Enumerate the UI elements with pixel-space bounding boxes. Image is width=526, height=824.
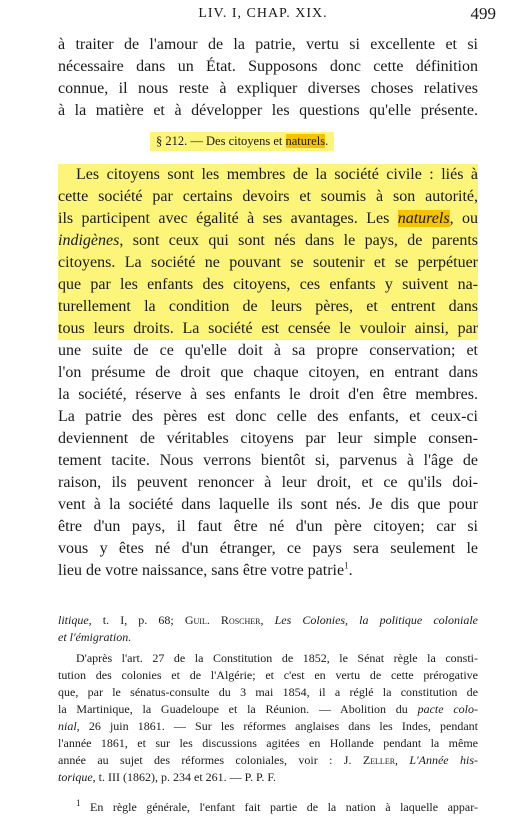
text-line: à la matière et à développer les questions qu'elle présente. [58,102,478,119]
editor-note [58,650,478,786]
text-segment: En règle générale, l'enfant fait partie de la nation à laquelle appar- [80,800,478,814]
text-line: à traiter de l'amour de la patrie, vertu si excellente et si [58,36,478,53]
text-segment: , [395,753,410,767]
footnote-line [58,769,478,786]
text-line: La patrie des pères est donc celle des enfants, et ceux-ci [58,408,478,425]
text-line: être d'un pays, il faut être né d'un père citoyen; car si [58,518,478,535]
text-line: Les citoyens sont les membres de la société civile : liés à [58,164,478,186]
footnote-reference[interactable]: 1 [344,560,349,571]
text-segment: , ou [449,210,479,227]
footnote-line [58,701,478,718]
page-header [0,4,526,24]
text-line: la société, réserve à ses enfants le droit d'en être membres. [58,386,478,403]
text-segment: la Martinique, la Guadeloupe et la Réunion. — Abolition du [58,702,418,716]
footnote-line [58,718,478,735]
text-line: cette société par certains devoirs et soumis à son autorité, [58,186,478,208]
paragraph-continuation [58,34,478,122]
footnote-marker: 1 [76,798,81,808]
highlighted-word: naturels [285,134,326,148]
text-line: vent à la société dans laquelle ils sont nés. Je dis que pour [58,496,478,513]
section-heading [150,132,334,151]
footnote-line [58,612,478,629]
text-line: l'on présume de droit que chaque citoyen, en entrant dans [58,364,478,381]
footnote-1 [58,799,478,816]
running-head: LIV. I, CHAP. XIX. [198,6,328,21]
text-line: nécessaire dans un État. Supposons donc cette définition [58,58,478,75]
text-line [58,230,478,252]
text-line: tous leurs droits. La société est censée le vouloir ainsi, par [58,318,478,340]
text-line [58,560,478,582]
italic-text: torique [58,770,93,784]
author-name: Zeller [362,753,396,767]
author-name: Guil. Roscher [184,613,261,627]
text-line: raison, ils peuvent renoncer à leur droit, et ce qu'ils doi- [58,474,478,491]
text-line: tement tacite. Nous verrons bientôt si, parvenus à l'âge de [58,452,478,469]
text-segment: ils participent avec égalité à ses avantages. Les [58,210,398,227]
footnote-line: D'après l'art. 27 de la Constitution de 1852, le Sénat règle la consti- [76,651,478,665]
highlighted-word: naturels [397,210,450,227]
text-segment: année au sujet des réformes coloniales, voir : J. [58,753,363,767]
footnote-line [58,752,478,769]
footnote-line [58,799,478,816]
italic-text: L'Année his- [409,753,478,767]
footnote-continuation [58,612,478,646]
text-line: citoyens. La société ne pouvant se soutenir et se perpétuer [58,252,478,274]
italic-text: et l'émigration. [58,630,132,644]
text-segment: lieu de votre naissance, sans être votre patrie [58,562,345,579]
text-line [58,208,478,230]
section-heading-text: § 212. — Des citoyens et [156,134,286,148]
text-segment: . [348,562,353,579]
text-segment: , t. III (1862), p. 234 et 261. — P. P. F. [92,770,277,784]
italic-text: litique [58,613,89,627]
italic-text: pacte colo- [417,702,478,716]
main-paragraph [58,164,478,582]
page-number: 499 [470,4,496,23]
italic-text: Les Colonies, la politique coloniale [274,613,479,627]
footnote-line: que, par le sénatus-consulte du 3 mai 1854, il a réglé la constitution de [58,685,478,699]
text-line: connue, il nous reste à expliquer diverses choses relatives [58,80,478,97]
text-segment: , sont ceux qui sont nés dans le pays, de parents [119,232,478,249]
text-segment: , [260,613,275,627]
italic-term: indigènes [58,232,120,249]
footnote-line [58,629,478,646]
footnote-line: tution des colonies et de l'Algérie; et c'est en vertu de cette prérogative [58,668,478,682]
italic-text: nial [58,719,77,733]
text-line: turellement la condition de leurs pères, et entrent dans [58,296,478,318]
text-segment: , t. I, p. 68; [88,613,185,627]
footnote-line: l'année 1861, et sur les discussions agitées en Hollande pendant la même [58,736,478,750]
text-line: vous y êtes né d'un étranger, ce pays sera seulement le [58,540,478,557]
text-line: une suite de ce qu'elle doit à sa propre conservation; et [58,342,478,359]
section-heading-period: . [325,134,329,148]
text-segment: , 26 juin 1861. — Sur les réformes anglaises dans les Indes, pendant [76,719,478,733]
text-line: que par les enfants des citoyens, ces enfants y suivent na- [58,274,478,296]
text-line: deviennent de véritables citoyens par leur simple consen- [58,430,478,447]
